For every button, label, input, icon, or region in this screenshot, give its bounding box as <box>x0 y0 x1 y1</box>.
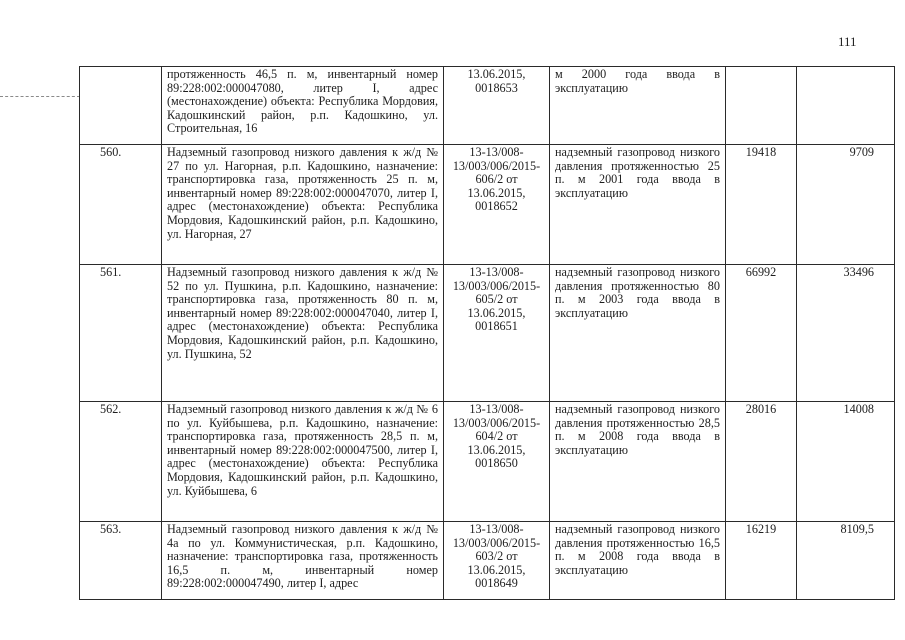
value-cell: 16219 <box>726 522 797 600</box>
value-cell: 19418 <box>726 145 797 265</box>
object-name: Надземный газопровод низкого давления к ж/д № 4а по ул. Коммунистическая, р.п. Кадошкино, назначение: транспортировка газа, протяженность 16,5 п. м, инвентарный номер 89:228:002:000047490, литер I, адрес <box>162 522 444 600</box>
object-name: Надземный газопровод низкого давления к ж/д № 27 по ул. Нагорная, р.п. Кадошкино, назначение: транспортировка газа, протяженность 25 п. м, инвентарный номер 89:228:002:000047070, литер I, адрес (местонахождение) объекта: Республика Мордовия, Кадошкинский район, р.п. Кадошкино, ул. Нагорная, 27 <box>162 145 444 265</box>
object-name: Надземный газопровод низкого давления к ж/д № 6 по ул. Куйбышева, р.п. Кадошкино, назначение: транспортировка газа, протяженность 28,5 п. м, инвентарный номер 89:228:002:000047500, литер I, адрес (местонахождение) объекта: Республика Мордовия, Кадошкинский район, р.п. Кадошкино, ул. Куйбышева, 6 <box>162 402 444 522</box>
row-number <box>80 67 162 145</box>
table-row <box>80 402 895 522</box>
scan-artifact-line <box>0 96 80 97</box>
table-row <box>80 67 895 145</box>
row-number: 562. <box>80 402 162 522</box>
object-description: надземный газопровод низкого давления протяженностью 80 п. м 2003 года ввода в эксплуатацию <box>550 265 726 402</box>
object-description: надземный газопровод низкого давления протяженностью 28,5 п. м 2008 года ввода в эксплуатацию <box>550 402 726 522</box>
value-cell <box>797 67 895 145</box>
page-number: 111 <box>838 34 857 49</box>
registration-document: 13-13/008- 13/003/006/2015- 606/2 от 13.06.2015, 0018652 <box>444 145 550 265</box>
value-cell: 9709 <box>797 145 895 265</box>
table-row <box>80 145 895 265</box>
property-register-table <box>79 66 895 600</box>
object-description: надземный газопровод низкого давления протяженностью 16,5 п. м 2008 года ввода в эксплуатацию <box>550 522 726 600</box>
row-number: 560. <box>80 145 162 265</box>
value-cell <box>726 67 797 145</box>
value-cell: 33496 <box>797 265 895 402</box>
value-cell: 14008 <box>797 402 895 522</box>
value-cell: 8109,5 <box>797 522 895 600</box>
registration-document: 13-13/008- 13/003/006/2015- 603/2 от 13.06.2015, 0018649 <box>444 522 550 600</box>
object-description: надземный газопровод низкого давления протяженностью 25 п. м 2001 года ввода в эксплуатацию <box>550 145 726 265</box>
value-cell: 28016 <box>726 402 797 522</box>
object-name: протяженность 46,5 п. м, инвентарный номер 89:228:002:000047080, литер I, адрес (местонахождение) объекта: Республика Мордовия, Кадошкинский район, р.п. Кадошкино, ул. Строительная, 16 <box>162 67 444 145</box>
registration-document: 13-13/008- 13/003/006/2015- 605/2 от 13.06.2015, 0018651 <box>444 265 550 402</box>
registration-document: 13.06.2015, 0018653 <box>444 67 550 145</box>
object-description: м 2000 года ввода в эксплуатацию <box>550 67 726 145</box>
table-row <box>80 265 895 402</box>
object-name: Надземный газопровод низкого давления к ж/д № 52 по ул. Пушкина, р.п. Кадошкино, назначение: транспортировка газа, протяженность 80 п. м, инвентарный номер 89:228:002:000047040, литер I, адрес (местонахождение) объекта: Республика Мордовия, Кадошкинский район, р.п. Кадошкино, ул. Пушкина, 52 <box>162 265 444 402</box>
row-number: 561. <box>80 265 162 402</box>
registration-document: 13-13/008- 13/003/006/2015- 604/2 от 13.06.2015, 0018650 <box>444 402 550 522</box>
value-cell: 66992 <box>726 265 797 402</box>
table-row <box>80 522 895 600</box>
row-number: 563. <box>80 522 162 600</box>
